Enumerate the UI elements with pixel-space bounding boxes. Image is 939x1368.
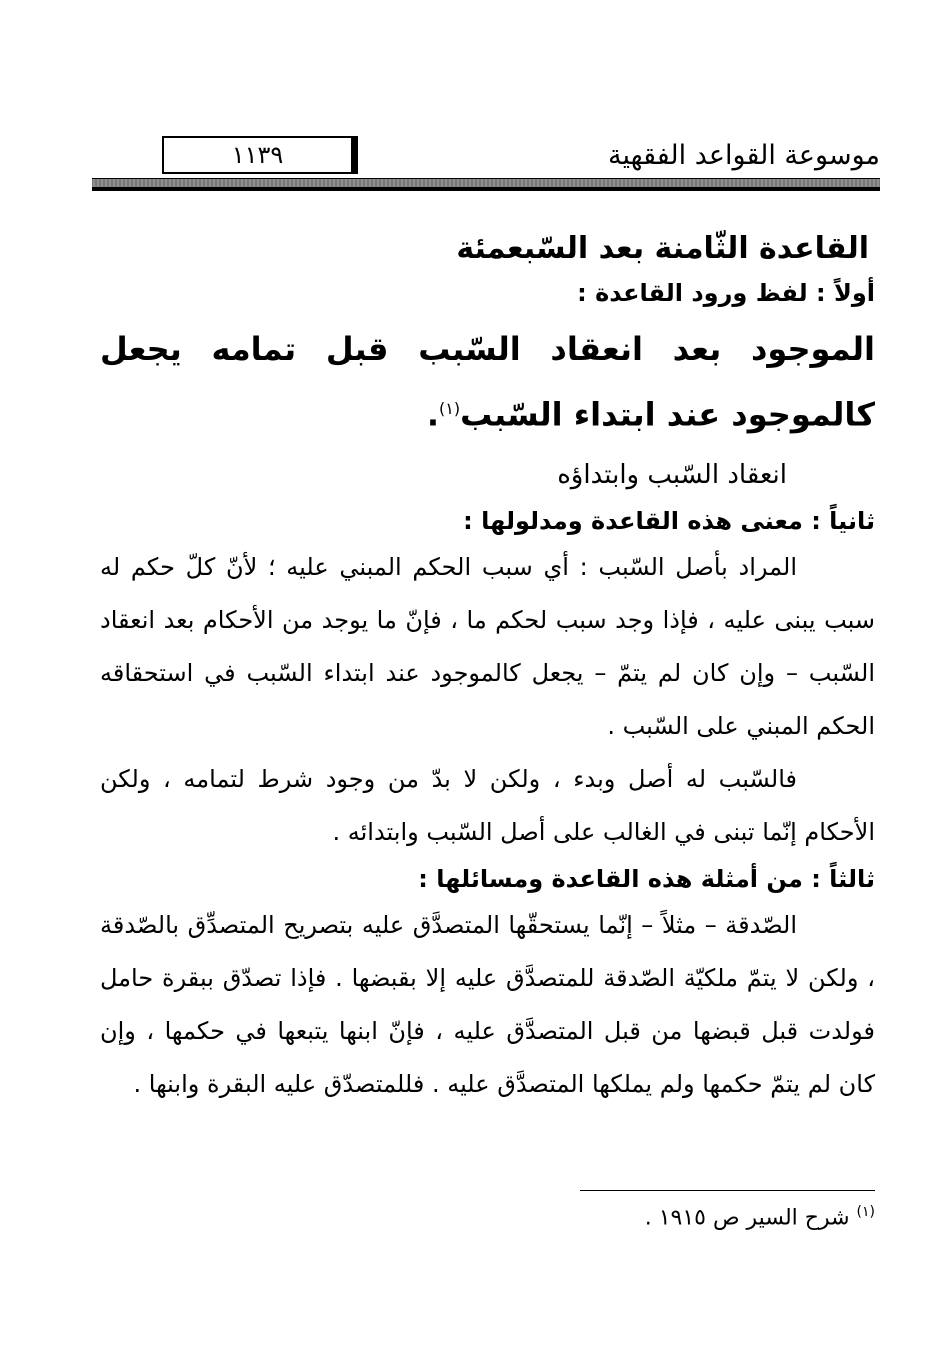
page-body <box>100 225 875 1111</box>
rule-title: القاعدة الثّامنة بعد السّبعمئة <box>456 231 869 266</box>
paragraph-meaning-1: المراد بأصل السّبب : أي سبب الحكم المبني عليه ؛ لأنّ كلّ حكم له سبب يبنى عليه ، فإذا وجد سبب لحكم ما ، فإنّ ما يوجد من الأحكام بعد انعقاد السّبب – وإن كان لم يتمّ – يجعل كالموجود عند ابتداء السّبب في استحقاقه الحكم المبني على السّبب . <box>100 552 875 740</box>
paragraph-meaning-2: فالسّبب له أصل وبدء ، ولكن لا بدّ من وجود شرط لتمامه ، ولكن الأحكام إنّما تبنى في الغالب على أصل السّبب وابتدائه . <box>100 764 875 846</box>
footnote <box>645 1204 875 1230</box>
page-number: ١١٣٩ <box>162 136 358 174</box>
section-heading-2: ثانياً : معنى هذه القاعدة ومدلولها : <box>463 506 875 535</box>
footnote-ref: (١) <box>439 399 461 418</box>
page-header <box>92 128 880 200</box>
rule-text-body: الموجود بعد انعقاد السّبب قبل تمامه يجعل كالموجود عند ابتداء السّبب <box>100 330 875 434</box>
paragraph-examples-1: الصّدقة – مثلاً – إنّما يستحقّها المتصدَّق عليه بتصريح المتصدِّق بالصّدقة ، ولكن لا يتمّ ملكيّة الصّدقة للمتصدَّق عليه إلا بقبضها . فإذا تصدّق ببقرة حامل فولدت قبل قبضها من قبل المتصدَّق عليه ، فإنّ ابنها يتبعها في حكمها ، وإن كان لم يتمّ حكمها ولم يملكها المتصدَّق عليه . فللمتصدّق عليه البقرة وابنها . <box>100 910 875 1098</box>
rule-text-end: . <box>426 395 440 434</box>
footnote-text: شرح السير ص ١٩١٥ . <box>644 1205 850 1231</box>
footnote-marker: (١) <box>856 1204 875 1220</box>
book-title: موسوعة القواعد الفقهية <box>608 140 880 171</box>
section-heading-3: ثالثاً : من أمثلة هذه القاعدة ومسائلها : <box>418 864 875 893</box>
header-rule-base <box>92 188 880 191</box>
header-rule <box>92 178 880 188</box>
note-phrase: انعقاد السّبب وابتداؤه <box>557 459 787 490</box>
rule-text <box>100 319 875 445</box>
footnote-rule <box>580 1190 875 1191</box>
section-heading-1: أولاً : لفظ ورود القاعدة : <box>577 279 875 307</box>
